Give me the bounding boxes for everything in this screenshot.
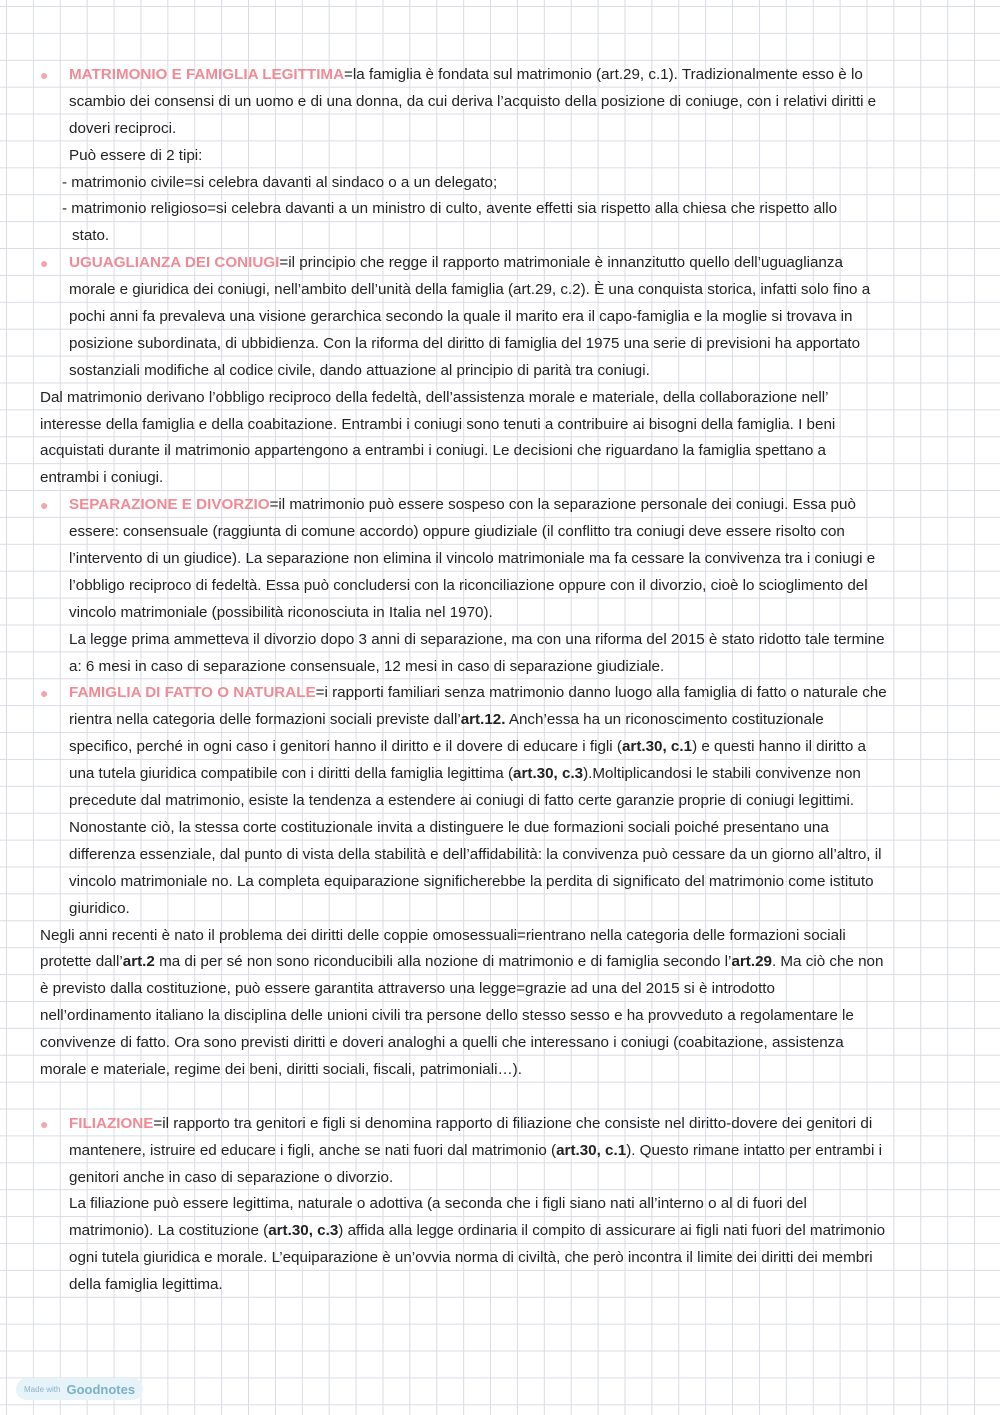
- text-span: =il principio che regge il rapporto matrimoniale è innanzitutto quello dell’uguaglianza: [279, 254, 843, 272]
- text-line: differenza essenziale, dal punto di vista della stabilità e dell’affidabilità: la convivenza può cessare da un giorno all’altro, il: [69, 845, 882, 863]
- text-line: [40, 707, 965, 734]
- bullet-icon: ●: [40, 685, 49, 702]
- document-body: [40, 62, 965, 1299]
- article-ref: art.29: [731, 953, 772, 971]
- text-span: ). Questo rimane intatto per entrambi i: [626, 1141, 882, 1159]
- text-line: precedute dal matrimonio, esiste la tendenza a estendere ai coniugi di fatto certe garanzie proprie di coniugi legittimi.: [69, 792, 855, 810]
- text-line: vincolo matrimoniale (possibilità riconosciuta in Italia nel 1970).: [69, 603, 493, 621]
- text-line: l’intervento di un giudice). La separazione non elimina il vincolo matrimoniale ma fa cessare la convivenza tra i coniugi e: [69, 550, 876, 568]
- text-line: [40, 1218, 965, 1245]
- text-span: Anch’essa ha un riconoscimento costituzionale: [505, 711, 824, 729]
- article-ref: art.30, c.1: [556, 1141, 627, 1159]
- bullet-icon: ●: [40, 255, 49, 272]
- text-line: pochi anni fa prevaleva una visione gerarchica secondo la quale il marito era il capo-famiglia e la moglie si trovava in: [69, 308, 853, 326]
- text-span: una tutela giuridica compatibile con i diritti della famiglia legittima (: [69, 765, 514, 783]
- text-line: La filiazione può essere legittima, naturale o adottiva (a seconda che i figli siano nati all’interno o al di fuori del: [69, 1195, 807, 1213]
- article-ref: art.30, c.3: [513, 765, 584, 783]
- text-line: acquistati durante il matrimonio appartengono a entrambi i coniugi. Le decisioni che riguardano la famiglia spettano a: [40, 442, 827, 460]
- article-ref: art.12.: [460, 711, 506, 729]
- section-separazione-line: [40, 492, 965, 519]
- text-span: specifico, perché in ogni caso i genitori hanno il diritto e il dovere di educare i figli (: [69, 738, 622, 756]
- text-line: scambio dei consensi di un uomo e di una donna, da cui deriva l’acquisto della posizione di coniuge, con i relativi diritti e: [69, 92, 877, 110]
- article-ref: art.30, c.1: [621, 738, 693, 756]
- text-line: Negli anni recenti è nato il problema dei diritti delle coppie omosessuali=rientrano nella categoria delle formazioni sociali: [40, 926, 846, 944]
- text-line: essere: consensuale (raggiunta di comune accordo) oppure giudiziale (il conflitto tra coniugi deve essere risolto con: [69, 523, 845, 541]
- list-item: - matrimonio civile=si celebra davanti al sindaco o a un delegato;: [62, 173, 498, 191]
- section-famiglia-fatto-line: [40, 680, 965, 707]
- section-heading: MATRIMONIO E FAMIGLIA LEGITTIMA: [69, 66, 345, 83]
- section-heading: SEPARAZIONE E DIVORZIO: [69, 496, 270, 514]
- text-line: a: 6 mesi in caso di separazione consensuale, 12 mesi in caso di separazione giudiziale.: [69, 657, 665, 675]
- text-line: l’obbligo reciproco di fedeltà. Essa può concludersi con la riconciliazione oppure con il divorzio, cioè lo scioglimento del: [69, 576, 868, 594]
- text-line: Dal matrimonio derivano l’obbligo reciproco della fedeltà, dell’assistenza morale e materiale, della collaborazione nell’: [40, 388, 829, 406]
- bullet-icon: ●: [40, 1115, 49, 1132]
- bullet-icon: ●: [40, 497, 49, 514]
- spacer: [40, 1084, 965, 1111]
- text-line: morale e materiale, regime dei beni, diritti sociali, fiscali, patrimoniali…).: [40, 1060, 522, 1078]
- section-heading: FAMIGLIA DI FATTO O NATURALE: [69, 684, 316, 702]
- text-line: stato.: [72, 227, 110, 245]
- bullet-icon: ●: [40, 67, 49, 83]
- text-line: della famiglia legittima.: [69, 1276, 223, 1294]
- text-line: ogni tutela giuridica e morale. L’equiparazione è un’ovvia norma di civiltà, che però incontra il limite dei diritti dei membri: [69, 1249, 873, 1267]
- list-item: - matrimonio religioso=si celebra davanti a un ministro di culto, avente effetti sia rispetto alla chiesa che rispetto allo: [62, 200, 838, 218]
- text-span: ) affida alla legge ordinaria il compito di assicurare ai figli nati fuori del matrimonio: [338, 1222, 886, 1240]
- text-line: [40, 949, 965, 976]
- text-span: protette dall’: [40, 953, 123, 971]
- text-span: =il rapporto tra genitori e figli si denomina rapporto di filiazione che consiste nel diritto-dovere dei genitori di: [153, 1114, 873, 1132]
- article-ref: art.30, c.3: [268, 1222, 339, 1240]
- text-line: La legge prima ammetteva il divorzio dopo 3 anni di separazione, ma con una riforma del 2015 è stato ridotto tale termine: [69, 630, 885, 648]
- text-line: [40, 734, 965, 761]
- text-span: ma di per sé non sono riconducibili alla nozione di matrimonio e di famiglia secondo l’: [154, 953, 732, 971]
- article-ref: art.2: [122, 953, 155, 971]
- text-span: ).Moltiplicandosi le stabili convivenze non: [583, 765, 861, 783]
- text-span: . Ma ciò che non: [771, 953, 884, 971]
- text-line: vincolo matrimoniale no. La completa equiparazione significherebbe la perdita di significato del matrimonio come istituto: [69, 872, 874, 890]
- section-matrimonio-line: [40, 62, 965, 89]
- text-line: doveri reciproci.: [69, 119, 177, 137]
- text-span: ) e questi hanno il diritto a: [692, 738, 866, 756]
- text-span: =la famiglia è fondata sul matrimonio (art.29, c.1). Tradizionalmente esso è lo: [344, 66, 863, 83]
- text-line: è previsto dalla costituzione, può essere garantita attraverso una legge=grazie ad una del 2015 si è introdotto: [40, 980, 775, 998]
- text-line: genitori anche in caso di separazione o divorzio.: [69, 1168, 394, 1186]
- text-span: =il matrimonio può essere sospeso con la separazione personale dei coniugi. Essa può: [269, 496, 856, 514]
- text-line: giuridico.: [69, 899, 130, 917]
- text-line: morale e giuridica dei coniugi, nell’ambito dell’unità della famiglia (art.29, c.2). È una conquista storica, infatti solo fino a: [69, 281, 871, 299]
- text-line: interesse della famiglia e della coabitazione. Entrambi i coniugi sono tenuti a contribuire ai bisogni della famiglia. I beni: [40, 415, 836, 433]
- text-line: [40, 761, 965, 788]
- text-line: sostanziali modifiche al codice civile, dando attuazione al principio di parità tra coniugi.: [69, 361, 650, 379]
- badge-small-text: Made with: [24, 1384, 61, 1394]
- badge-brand-text: Goodnotes: [66, 1381, 136, 1397]
- text-line: [40, 1138, 965, 1165]
- section-heading: FILIAZIONE: [69, 1114, 154, 1132]
- text-line: posizione subordinata, di ubbidienza. Con la riforma del diritto di famiglia del 1975 una serie di previsioni ha apportato: [69, 334, 861, 352]
- text-span: mantenere, istruire ed educare i figli, anche se nati fuori dal matrimonio (: [69, 1141, 557, 1159]
- text-span: matrimonio). La costituzione (: [69, 1222, 269, 1240]
- text-line: Nonostante ciò, la stessa corte costituzionale invita a distinguere le due formazioni sociali poiché presentano una: [69, 818, 829, 836]
- text-line: convivenze di fatto. Ora sono previsti diritti e doveri analoghi a quelli che interessano i coniugi (coabitazione, assistenza: [40, 1034, 844, 1052]
- text-span: =i rapporti familiari senza matrimonio danno luogo alla famiglia di fatto o naturale che: [315, 684, 887, 702]
- section-heading: UGUAGLIANZA DEI CONIUGI: [69, 254, 280, 272]
- text-line: entrambi i coniugi.: [40, 469, 164, 487]
- section-uguaglianza-line: [40, 250, 965, 277]
- text-span: rientra nella categoria delle formazioni sociali previste dall’: [69, 711, 461, 729]
- text-line: nell’ordinamento italiano la disciplina delle unioni civili tra persone dello stesso sesso e ha provveduto a regolamentare le: [40, 1007, 854, 1025]
- goodnotes-badge: [16, 1378, 143, 1400]
- text-line: Può essere di 2 tipi:: [69, 146, 203, 164]
- section-filiazione-line: [40, 1111, 965, 1138]
